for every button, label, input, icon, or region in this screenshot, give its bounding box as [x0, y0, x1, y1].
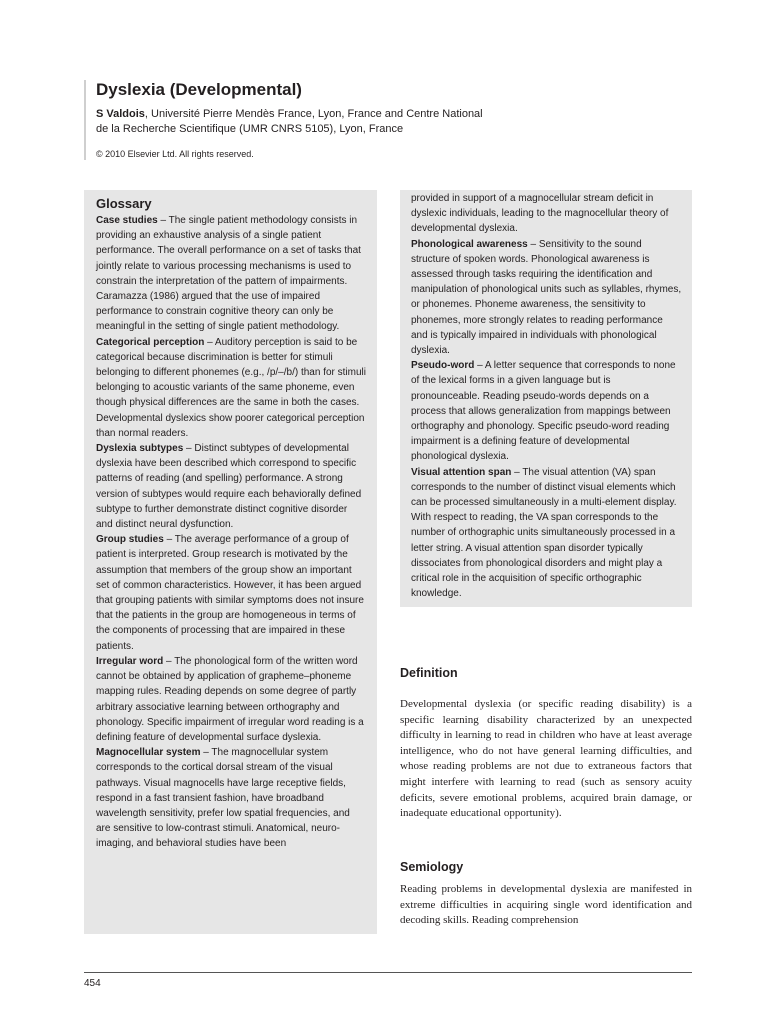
glossary-entry	[96, 213, 366, 335]
glossary-term: Phonological awareness	[411, 238, 528, 250]
glossary-definition: – Auditory perception is said to be categorical because discrimination is better for stimuli belonging to different phonemes (e.g., /p/–/b/) than for stimuli belonging to acoustic variants of the same phoneme, even though physical differences are the same in both the cases. Developmental dyslexics show poorer categorical perception than normal readers.	[96, 336, 366, 439]
glossary-term: Group studies	[96, 534, 164, 546]
glossary-term: Visual attention span	[411, 466, 512, 478]
glossary-definition: – A letter sequence that corresponds to none of the lexical forms in a given language but is pronounceable. Reading pseudo-words depends on a process that allows generalization from mappings between orthography and phonology. Specific pseudo-word reading impairment is a defining feature of developmental phonological dyslexia.	[411, 360, 676, 463]
glossary-definition: – The single patient methodology consists in providing an exhaustive analysis of a single patient performance. The overall performance on a set of tasks that jointly relate to various processing mechanisms is used to constrain the interpretation of the pattern of impairments. Caramazza (1986) argued that the use of impaired performance to constrain cognitive theory can only be meaningful in the setting of single patient methodology.	[96, 215, 361, 333]
glossary-entry	[96, 654, 366, 745]
author-name: S Valdois	[96, 108, 145, 120]
page-number: 454	[84, 978, 101, 989]
glossary-entry	[96, 745, 366, 851]
glossary-entry	[96, 441, 366, 532]
glossary-title: Glossary	[96, 196, 152, 211]
glossary-entry	[96, 335, 366, 441]
glossary-box-continued	[400, 190, 692, 607]
glossary-list	[96, 213, 366, 852]
glossary-entry	[411, 237, 682, 359]
glossary-definition: – The average performance of a group of patient is interpreted. Group research is motivated by the assumption that members of the group show an important set of common characteristics. However, it has been argued that grouping patients with similar symptoms does not insure that the patients in the group are homogeneous in terms of the components of processing that are impaired in these patients.	[96, 534, 364, 652]
glossary-definition: – The magnocellular system corresponds to the cortical dorsal stream of the visual pathways. Visual magnocells have large receptive fields, respond in a fast transient fashion, have broadband wavelength sensitivity, prefer low spatial frequencies, and are sensitive to low-contrast stimuli. Anatomical, neuro-imaging, and behavioral studies have been	[96, 747, 350, 850]
glossary-term: Magnocellular system	[96, 747, 201, 759]
glossary-term: Dyslexia subtypes	[96, 443, 184, 455]
affiliation-line-1: , Université Pierre Mendès France, Lyon, France and Centre National	[144, 108, 483, 120]
glossary-definition: – Sensitivity to the sound structure of spoken words. Phonological awareness is assessed through tasks requiring the identification and manipulation of phonological units such as syllables, rhymes, or phonemes. Phoneme awareness, the sensitivity to phonemes, more strongly relates to reading performance and is typically impaired in individuals with phonological dyslexia.	[411, 238, 682, 357]
glossary-entry	[411, 358, 682, 464]
glossary-term: Pseudo-word	[411, 360, 475, 372]
article-header	[84, 80, 706, 160]
affiliation-line-2: de la Recherche Scientifique (UMR CNRS 5105), Lyon, France	[96, 123, 404, 135]
glossary-list-continued	[411, 237, 682, 602]
glossary-definition: – The phonological form of the written word cannot be obtained by application of grapheme–phoneme mapping rules. Reading depends on some degree of partly arbitrary associative learning between orthography and phonology. Specific impairment of irregular word reading is a defining feature of developmental surface dyslexia.	[96, 655, 364, 743]
glossary-definition: – The visual attention (VA) span corresponds to the number of distinct visual elements which can be processed simultaneously in a multi-element display. With respect to reading, the VA span corresponds to the number of orthographic units simultaneously processed in a letter string. A visual attention span disorder typically dissociates from phonological disorders and might play a critical role in the acquisition of specific orthographic knowledge.	[411, 466, 677, 600]
definition-heading: Definition	[400, 666, 458, 680]
glossary-entry	[96, 532, 366, 654]
glossary-continuation-text: provided in support of a magnocellular stream deficit in dyslexic individuals, leading to the magnocellular theory of developmental dyslexia.	[411, 193, 669, 235]
glossary-term: Categorical perception	[96, 336, 205, 348]
glossary-term: Irregular word	[96, 655, 164, 667]
glossary-box	[84, 190, 377, 934]
copyright-notice: © 2010 Elsevier Ltd. All rights reserved.	[96, 149, 254, 159]
author-affiliation	[96, 107, 706, 137]
glossary-definition: – Distinct subtypes of developmental dyslexia have been described which correspond to specific patterns of reading (and spelling) performance. A strong version of subtypes would require each behaviorally defined subtype to further demonstrate distinct cognitive disorder and distinct neural dysfunction.	[96, 443, 362, 531]
definition-paragraph: Developmental dyslexia (or specific reading disability) is a specific learning disability characterized by an unexpected difficulty in learning to read in children who have at least average intelligence, who do not have general learning difficulties, and whose reading problems are not due to extraneous factors that might interfere with learning to read (such as sensory acuity deficits, severe emotional problems, acquired brain damage, or inadequate educational opportunity).	[400, 698, 692, 820]
glossary-term: Case studies	[96, 215, 158, 226]
footer-divider	[84, 972, 692, 973]
glossary-entry	[411, 465, 682, 602]
page-title: Dyslexia (Developmental)	[96, 80, 302, 99]
semiology-paragraph: Reading problems in developmental dyslexia are manifested in extreme difficulties in acquiring single word identification and decoding skills. Reading comprehension	[400, 883, 692, 927]
semiology-heading: Semiology	[400, 860, 464, 874]
